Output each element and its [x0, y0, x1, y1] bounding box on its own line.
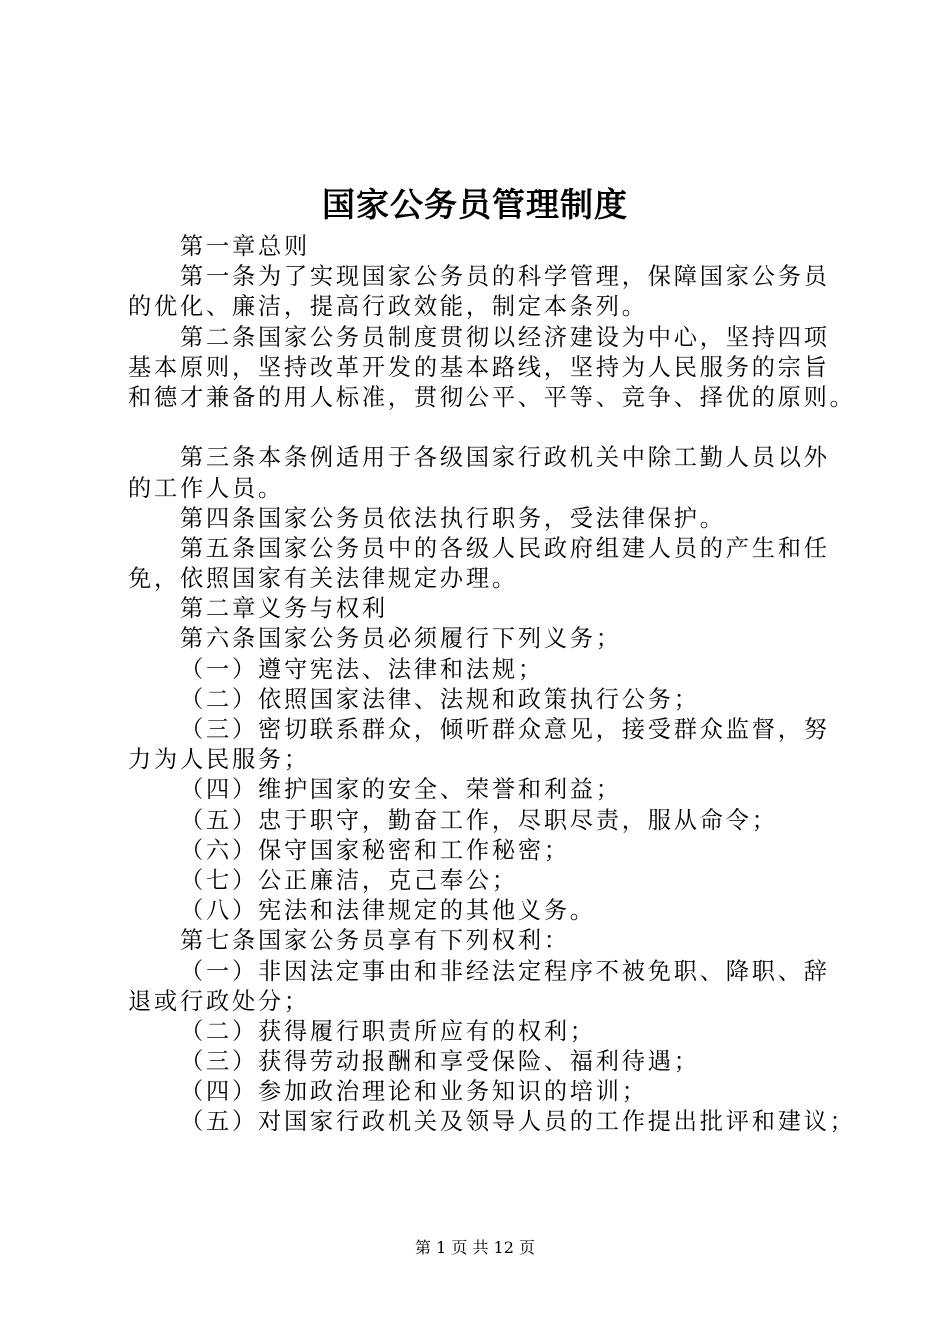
document-title: 国家公务员管理制度: [322, 185, 628, 224]
text-line: 基本原则，坚持改革开发的基本路线，坚持为人民服务的宗旨: [128, 353, 830, 381]
text-line: （一）遵守宪法、法律和法规；: [180, 655, 544, 683]
text-line: 第四条国家公务员依法执行职务，受法律保护。: [180, 504, 726, 532]
text-line: （三）获得劳动报酬和享受保险、福利待遇；: [180, 1048, 700, 1076]
text-line: 第七条国家公务员享有下列权利：: [180, 927, 570, 955]
text-line: （三）密切联系群众，倾听群众意见，接受群众监督，努: [180, 716, 830, 743]
text-line: （五）对国家行政机关及领导人员的工作提出批评和建议；: [180, 1108, 856, 1136]
text-line: 第六条国家公务员必须履行下列义务；: [180, 625, 622, 653]
text-line: （四）维护国家的安全、荣誉和利益；: [180, 776, 622, 804]
text-line: （四）参加政治理论和业务知识的培训；: [180, 1078, 648, 1106]
text-line: 退或行政处分；: [128, 987, 310, 1015]
text-line: 免，依照国家有关法律规定办理。: [128, 565, 518, 593]
text-line: 第一条为了实现国家公务员的科学管理，保障国家公务员: [180, 263, 830, 291]
text-line: （六）保守国家秘密和工作秘密；: [180, 836, 570, 864]
document-body: [128, 232, 856, 1138]
text-line: 第一章总则: [180, 233, 310, 260]
text-line: 第二章义务与权利: [180, 595, 388, 623]
text-line: （二）依照国家法律、法规和政策执行公务；: [180, 685, 700, 713]
text-line: （一）非因法定事由和非经法定程序不被免职、降职、辞: [180, 957, 830, 985]
text-line: 和德才兼备的用人标准，贯彻公平、平等、竞争、择优的原则。: [128, 383, 856, 411]
page-footer: 第 1 页 共 12 页: [415, 1238, 535, 1257]
text-line: 第三条本条例适用于各级国家行政机关中除工勤人员以外: [180, 444, 830, 472]
text-line: （八）宪法和法律规定的其他义务。: [180, 897, 596, 925]
blank-line: [128, 413, 840, 443]
text-line: （五）忠于职守，勤奋工作，尽职尽责，服从命令；: [180, 806, 778, 834]
text-line: 第五条国家公务员中的各级人民政府组建人员的产生和任: [180, 534, 830, 562]
text-line: 的优化、廉洁，提高行政效能，制定本条列。: [128, 293, 648, 321]
text-line: 力为人民服务；: [128, 746, 310, 774]
text-line: （七）公正廉洁，克己奉公；: [180, 866, 518, 894]
text-line: 的工作人员。: [128, 474, 284, 502]
text-line: 第二条国家公务员制度贯彻以经济建设为中心，坚持四项: [180, 323, 830, 351]
text-line: （二）获得履行职责所应有的权利；: [180, 1017, 596, 1045]
